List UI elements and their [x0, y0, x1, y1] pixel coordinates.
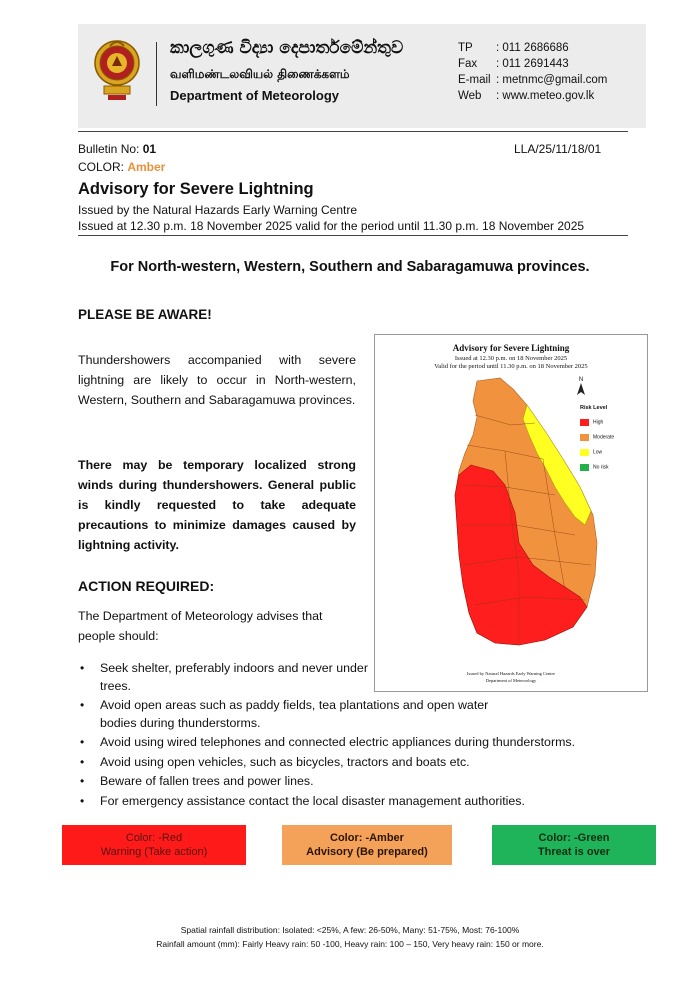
contact-key: TP [458, 42, 473, 54]
legend-label: High [593, 419, 604, 426]
aware-heading: PLEASE BE AWARE! [78, 307, 212, 322]
color-box-red-desc: Warning (Take action) [100, 846, 208, 858]
color-box-amber-title: Color: -Amber [330, 832, 404, 844]
advisory-title: Advisory for Severe Lightning [78, 180, 314, 198]
bulletin-number [78, 142, 156, 156]
list-item-text: Beware of fallen trees and power lines. [100, 774, 314, 788]
letterhead [78, 24, 646, 128]
color-box-green [492, 825, 656, 865]
legend-swatch [580, 419, 589, 426]
state-emblem-icon [92, 38, 142, 104]
action-intro: The Department of Meteorology advises that people should: [78, 609, 323, 643]
color-box-green-title: Color: -Green [538, 832, 610, 844]
contact-value[interactable]: : www.meteo.gov.lk [496, 90, 595, 102]
legend-swatch [580, 464, 589, 471]
contact-key: E-mail [458, 74, 491, 86]
bulletin-color-label: COLOR: [78, 160, 128, 174]
bullet-icon: • [80, 754, 85, 769]
legend-low [580, 449, 602, 458]
list-item [78, 660, 374, 695]
legend-moderate [580, 434, 614, 443]
contact-tp [458, 42, 607, 58]
list-item-text: For emergency assistance contact the local disaster management authorities. [100, 793, 525, 808]
list-item-text: Seek shelter, preferably indoors and never under trees. [100, 661, 368, 693]
winds-text: There may be temporary localized strong winds during thundershowers. General public is kindly requested to take adequate precautions to minimize damages caused by lightning activity. [78, 458, 356, 552]
meta-rule [78, 235, 628, 236]
bullet-icon: • [80, 698, 85, 712]
bulletin-number-value: 01 [142, 142, 157, 156]
bullet-icon: • [80, 735, 85, 749]
bulletin-color-value: Amber [127, 160, 166, 174]
legend-title: Risk Level [580, 405, 608, 411]
map-issued: Issued at 12.30 p.m. on 18 November 2025 [454, 355, 568, 362]
legend-swatch [580, 449, 589, 456]
risk-map [374, 334, 648, 692]
aware-text: Thundershowers accompanied with severe lightning are likely to occur in North-western, Western, Southern and Sabaragamuwa provinces. [78, 353, 356, 407]
contact-value: : 011 2691443 [496, 58, 569, 70]
bulletin-number-label: Bulletin No: [78, 142, 143, 156]
list-item-text: Avoid using wired telephones and connected electric appliances during thunderstorms. [100, 735, 576, 749]
action-list [78, 660, 638, 810]
dept-name-english: Department of Meteorology [170, 88, 340, 103]
map-footer-1: Issued by Natural Hazards Early Warning Centre [466, 671, 556, 676]
legend-label: Low [593, 449, 603, 456]
contact-block [458, 42, 607, 106]
color-box-red-title: Color: -Red [125, 832, 183, 844]
bullet-icon: • [80, 774, 85, 788]
contact-value: : 011 2686686 [496, 42, 569, 54]
list-item-text: Avoid open areas such as paddy fields, tea plantations and open water bodies during thunderstorms. [100, 698, 489, 730]
sri-lanka-map [415, 375, 608, 660]
legend-swatch [580, 434, 589, 441]
north-label: N [578, 377, 584, 383]
bulletin-color [78, 160, 165, 174]
contact-fax [458, 58, 607, 74]
contact-web[interactable] [458, 90, 607, 106]
contact-key: Web [458, 90, 482, 102]
footer-spatial: Spatial rainfall distribution: Isolated: <25%, A few: 26-50%, Many: 51-75%, Most: 76-100% [180, 925, 520, 935]
contact-value[interactable]: : metnmc@gmail.com [496, 74, 608, 86]
color-box-red [62, 825, 246, 865]
list-item [78, 793, 638, 811]
contact-key: Fax [458, 58, 478, 70]
list-item [78, 734, 638, 752]
dept-name-sinhala: කාලගුණ විද්‍යා දෙපාර්තමේන්තුව [170, 38, 404, 58]
header-divider [156, 42, 157, 106]
dept-name-tamil: வளிமண்டலவியல் திணைக்களம் [170, 67, 350, 81]
contact-email[interactable] [458, 74, 607, 90]
issued-at: Issued at 12.30 p.m. 18 November 2025 valid for the period until 11.30 p.m. 18 November 2025 [78, 219, 585, 233]
list-item-text: Avoid using open vehicles, such as bicycles, tractors and boats etc. [100, 754, 470, 769]
color-box-green-desc: Threat is over [537, 846, 611, 858]
map-valid: Valid for the period until 11.30 p.m. on 18 November 2025 [434, 363, 588, 370]
color-box-amber-desc: Advisory (Be prepared) [306, 846, 428, 858]
list-item [78, 754, 638, 772]
header-rule [78, 131, 628, 132]
map-footer-2: Department of Meteorology [485, 678, 537, 683]
list-item [78, 773, 638, 791]
bullet-icon: • [80, 661, 85, 675]
legend-no-risk [580, 464, 609, 473]
map-title: Advisory for Severe Lightning [452, 343, 570, 353]
action-heading: ACTION REQUIRED: [78, 578, 215, 594]
bullet-icon: • [80, 793, 85, 808]
issued-by: Issued by the Natural Hazards Early Warning Centre [78, 203, 358, 217]
bulletin-reference: LLA/25/11/18/01 [514, 142, 602, 156]
legend-high [580, 419, 603, 428]
list-item [78, 697, 498, 732]
legend-label: Moderate [593, 434, 615, 441]
province-heading: For North-western, Western, Southern and Sabaragamuwa provinces. [110, 259, 590, 275]
legend-label: No risk [593, 464, 609, 471]
color-box-amber [282, 825, 452, 865]
footer-rainfall: Rainfall amount (mm): Fairly Heavy rain: 50 -100, Heavy rain: 100 – 150, Very heavy rain: 150 or more. [156, 939, 544, 949]
